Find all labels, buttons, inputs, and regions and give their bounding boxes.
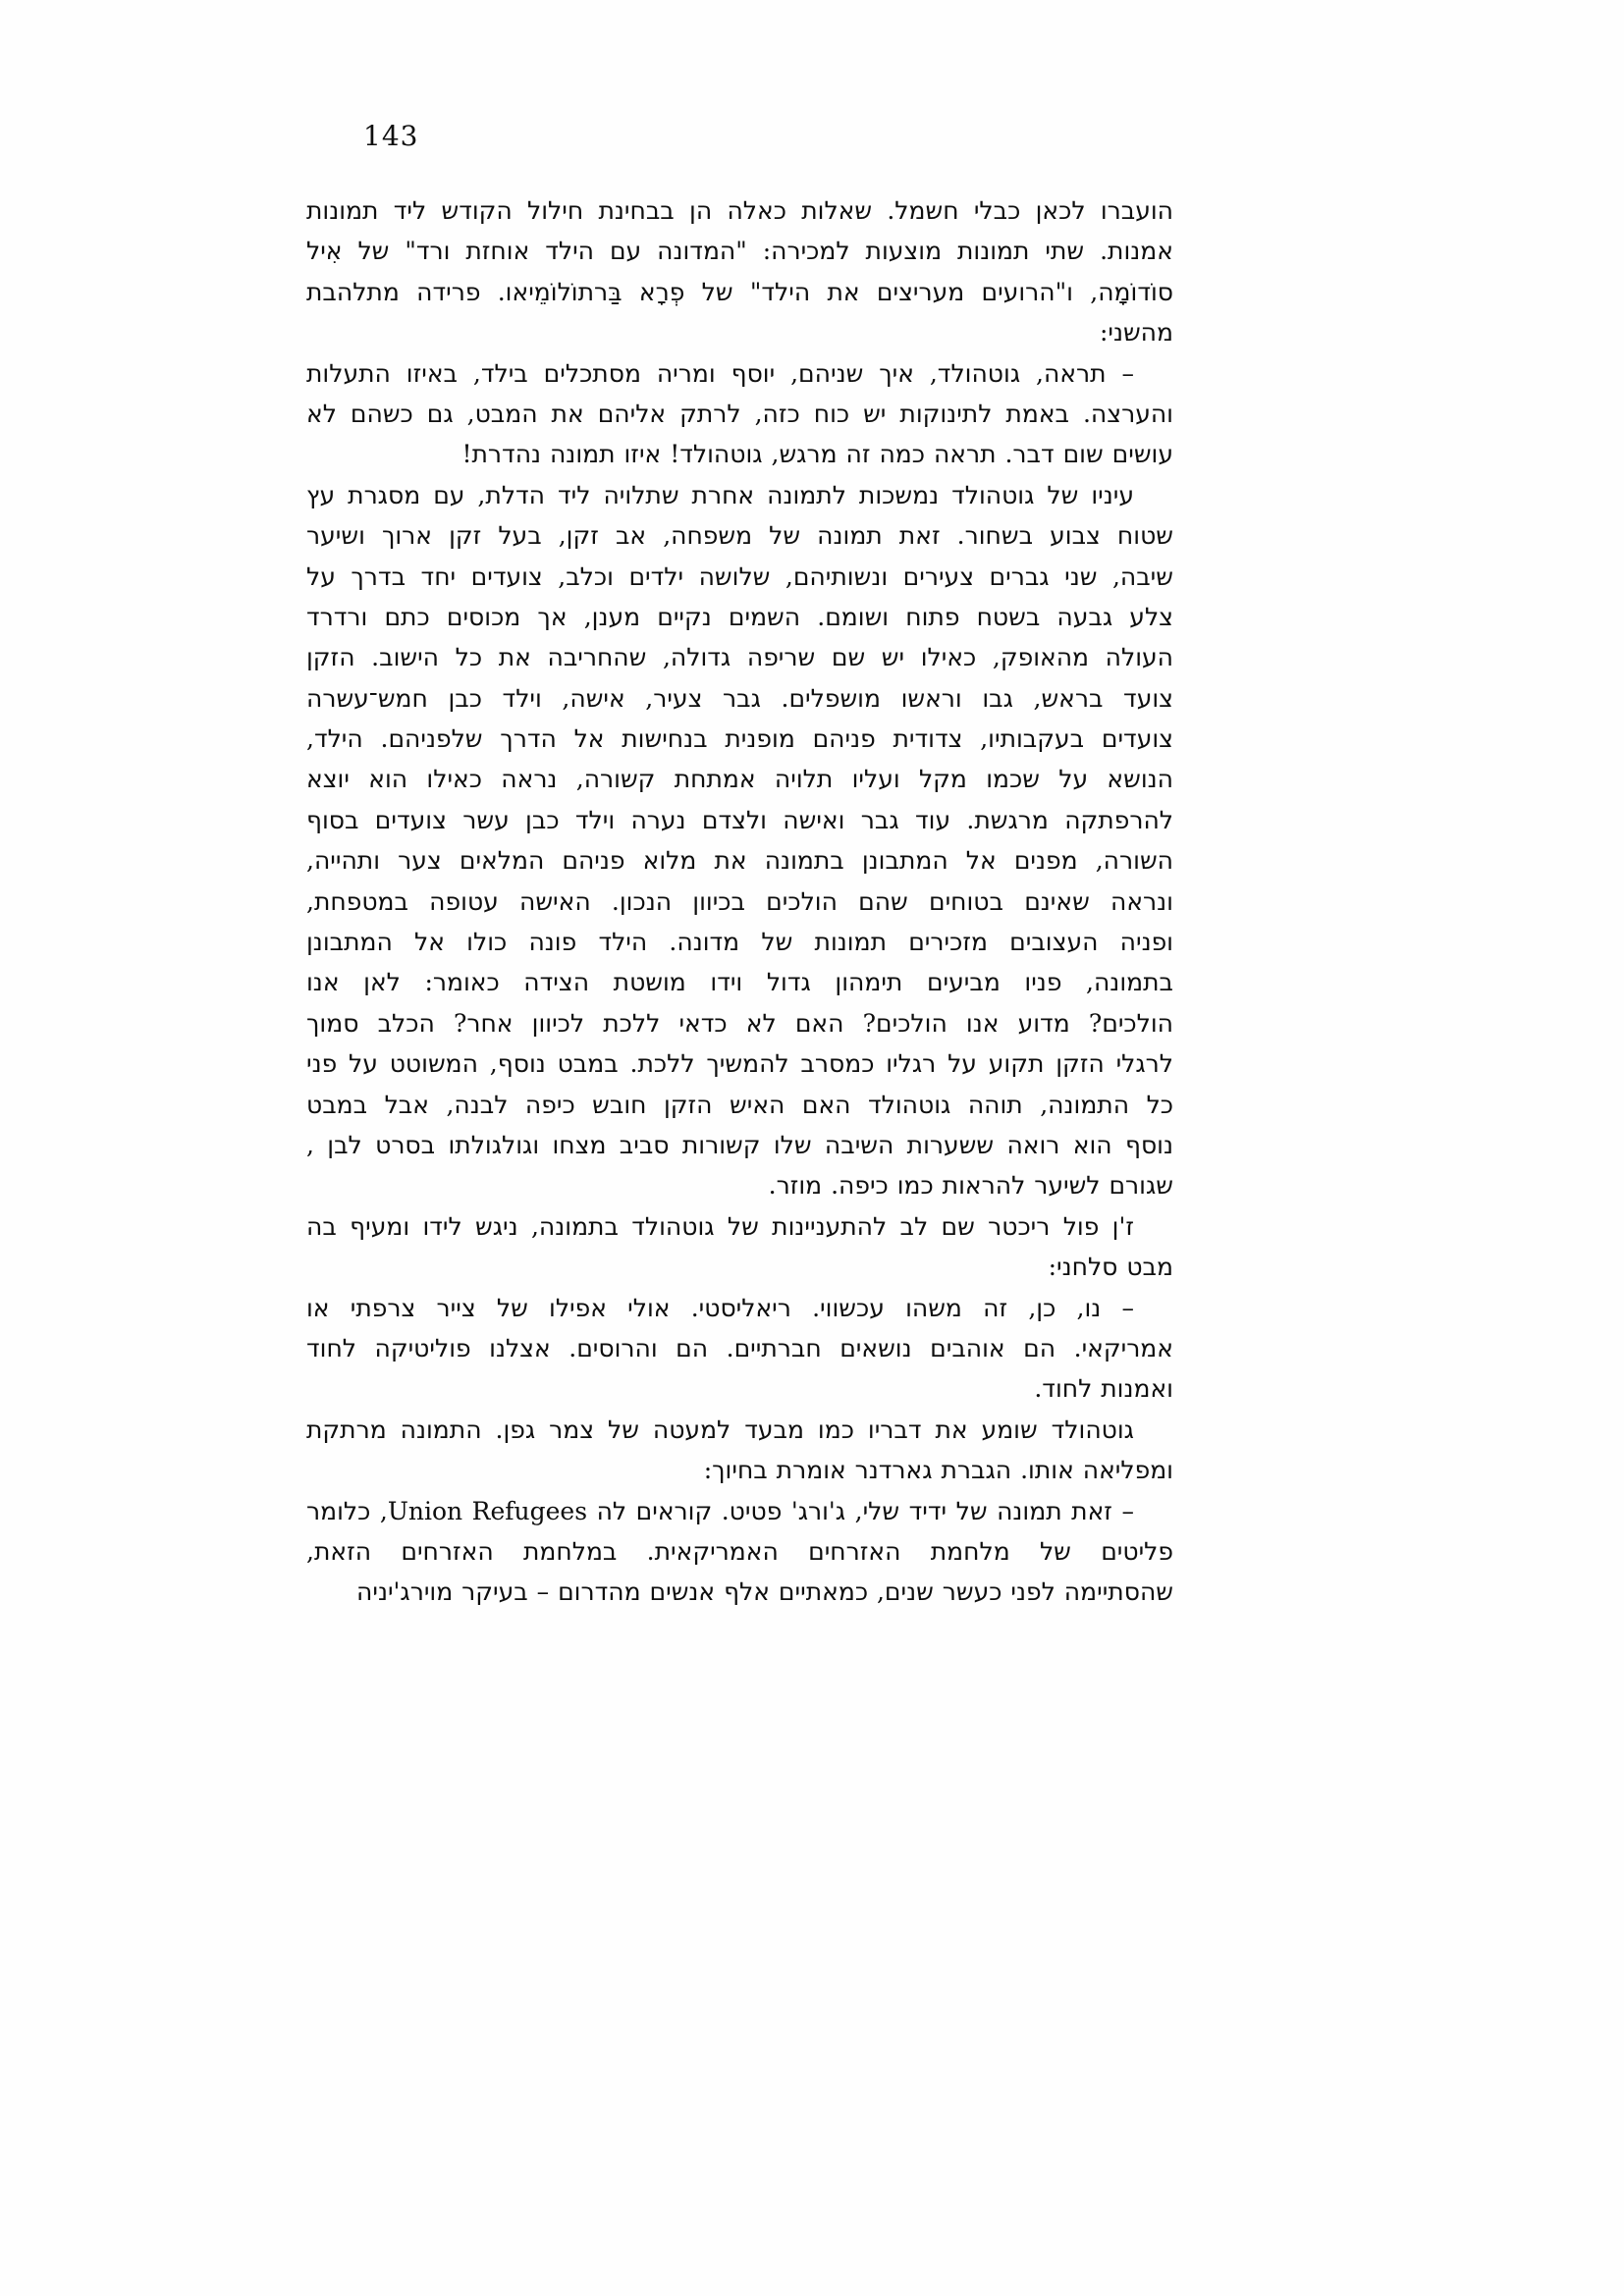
text-line: בתמונה, פניו מביעים תימהון גדול וידו מושטת הצידה כאומר: לאן אנו bbox=[306, 968, 1173, 997]
text-line: ז'ן פול ריכטר שם לב להתעניינות של גוטהולד בתמונה, ניגש לידו ומעיף בה bbox=[306, 1211, 1134, 1241]
text-line: שגורם לשיער להראות כמו כיפה. מוזר. bbox=[768, 1171, 1173, 1201]
text-line: העולה מהאופק, כאילו יש שם שריפה גדולה, שהחריבה את כל הישוב. הזקן bbox=[306, 643, 1173, 672]
text-line: שיבה, שני גברים צעירים ונשותיהם, שלושה ילדים וכלב, צועדים יחד בדרך על bbox=[306, 561, 1173, 591]
text-line: הנושא על שכמו מקל ועליו תלויה אמתחת קשורה, נראה כאילו הוא יוצא bbox=[306, 765, 1173, 794]
text-line: לרגלי הזקן תקוע על רגליו כמסרב להמשיך ללכת. במבט נוסף, המשוטט על פני bbox=[306, 1049, 1173, 1079]
text-line: עיניו של גוטהולד נמשכות לתמונה אחרת שתלויה ליד הדלת, עם מסגרת עץ bbox=[306, 480, 1134, 509]
text-line: שטוח צבוע בשחור. זאת תמונה של משפחה, אב זקן, בעל זקן ארוך ושיער bbox=[306, 521, 1173, 551]
text-line: הולכים? מדוע אנו הולכים? האם לא כדאי ללכת לכיוון אחר? הכלב סמוך bbox=[306, 1008, 1173, 1038]
text-line: אמנות. שתי תמונות מוצעות למכירה: "המדונה עם הילד אוחזת ורד" של אִיל bbox=[306, 237, 1173, 266]
text-line: – זאת תמונה של ידיד שלי, ג'ורג' פטיט. קוראים לה Union Refugees, כלומר bbox=[306, 1496, 1134, 1525]
text-line: נוסף הוא רואה ששערות השיבה שלו קשורות סביב מצחו וגולגולתו בסרט לבן , bbox=[306, 1130, 1173, 1159]
text-line: ואמנות לחוד. bbox=[1034, 1374, 1173, 1404]
text-line: – נו, כן, זה משהו עכשווי. ריאליסטי. אולי אפילו של צייר צרפתי או bbox=[306, 1293, 1134, 1322]
text-line: ונראה שאינם בטוחים שהם הולכים בכיוון הנכון. האישה עטופה במטפחת, bbox=[306, 886, 1173, 916]
paragraph bbox=[306, 353, 1173, 475]
paragraph bbox=[306, 475, 1173, 1206]
paragraph bbox=[306, 1410, 1173, 1491]
text-line: סוֹדוֹמָה, ו"הרועים מעריצים את הילד" של פְרָא בַּרתוֹלוֹמֵיאו. פרידה מתלהבת bbox=[306, 277, 1173, 306]
paragraph bbox=[306, 1491, 1173, 1613]
text-line: אמריקאי. הם אוהבים נושאים חברתיים. הם והרוסים. אצלנו פוליטיקה לחוד bbox=[306, 1333, 1173, 1362]
paragraph bbox=[306, 190, 1173, 353]
text-line: פליטים של מלחמת האזרחים האמריקאית. במלחמת האזרחים הזאת, bbox=[306, 1536, 1173, 1566]
text-line: צועד בראש, גבו וראשו מושפלים. גבר צעיר, אישה, וילד כבן חמש־עשרה bbox=[306, 683, 1173, 713]
text-line: שהסתיימה לפני כעשר שנים, כמאתיים אלף אנשים מהדרום – בעיקר מוירג'יניה bbox=[356, 1577, 1173, 1607]
text-line: צועדים בעקבותיו, צדודית פניהם מופנית בנחישות אל הדרך שלפניהם. הילד, bbox=[306, 724, 1173, 754]
text-line: מבט סלחני: bbox=[1048, 1253, 1173, 1282]
text-line: הועברו לכאן כבלי חשמל. שאלות כאלה הן בבחינת חילול הקודש ליד תמונות bbox=[306, 196, 1173, 225]
paragraph bbox=[306, 1206, 1173, 1288]
text-line: והערצה. באמת לתינוקות יש כוח כזה, לרתק אליהם את המבט, גם כשהם לא bbox=[306, 399, 1173, 428]
text-line: – תראה, גוטהולד, איך שניהם, יוסף ומריה מסתכלים בילד, באיזו התעלות bbox=[306, 358, 1134, 388]
text-line: להרפתקה מרגשת. עוד גבר ואישה ולצדם נערה וילד כבן עשר צועדים בסוף bbox=[306, 805, 1173, 834]
paragraph bbox=[306, 1288, 1173, 1410]
text-line: ופניה העצובים מזכירים תמונות של מדונה. הילד פונה כולו אל המתבונן bbox=[306, 928, 1173, 957]
text-line: מהשני: bbox=[1099, 318, 1173, 347]
body-text bbox=[306, 190, 1173, 1613]
text-line: צלע גבעה בשטח פתוח ושומם. השמים נקיים מענן, אך מכוסים כתם ורדרד bbox=[306, 602, 1173, 631]
text-line: השורה, מפנים אל המתבונן בתמונה את מלוא פניהם המלאים צער ותהייה, bbox=[306, 846, 1173, 876]
page-number: 143 bbox=[363, 120, 419, 152]
text-line: כל התמונה, תוהה גוטהולד האם האיש הזקן חובש כיפה לבנה, אבל במבט bbox=[306, 1090, 1173, 1119]
text-line: ומפליאה אותו. הגברת גארדנר אומרת בחיוך: bbox=[703, 1456, 1173, 1485]
text-line: עושים שום דבר. תראה כמה זה מרגש, גוטהולד! איזו תמונה נהדרת! bbox=[461, 440, 1173, 469]
text-line: גוטהולד שומע את דבריו כמו מבעד למעטה של צמר גפן. התמונה מרתקת bbox=[306, 1415, 1134, 1444]
